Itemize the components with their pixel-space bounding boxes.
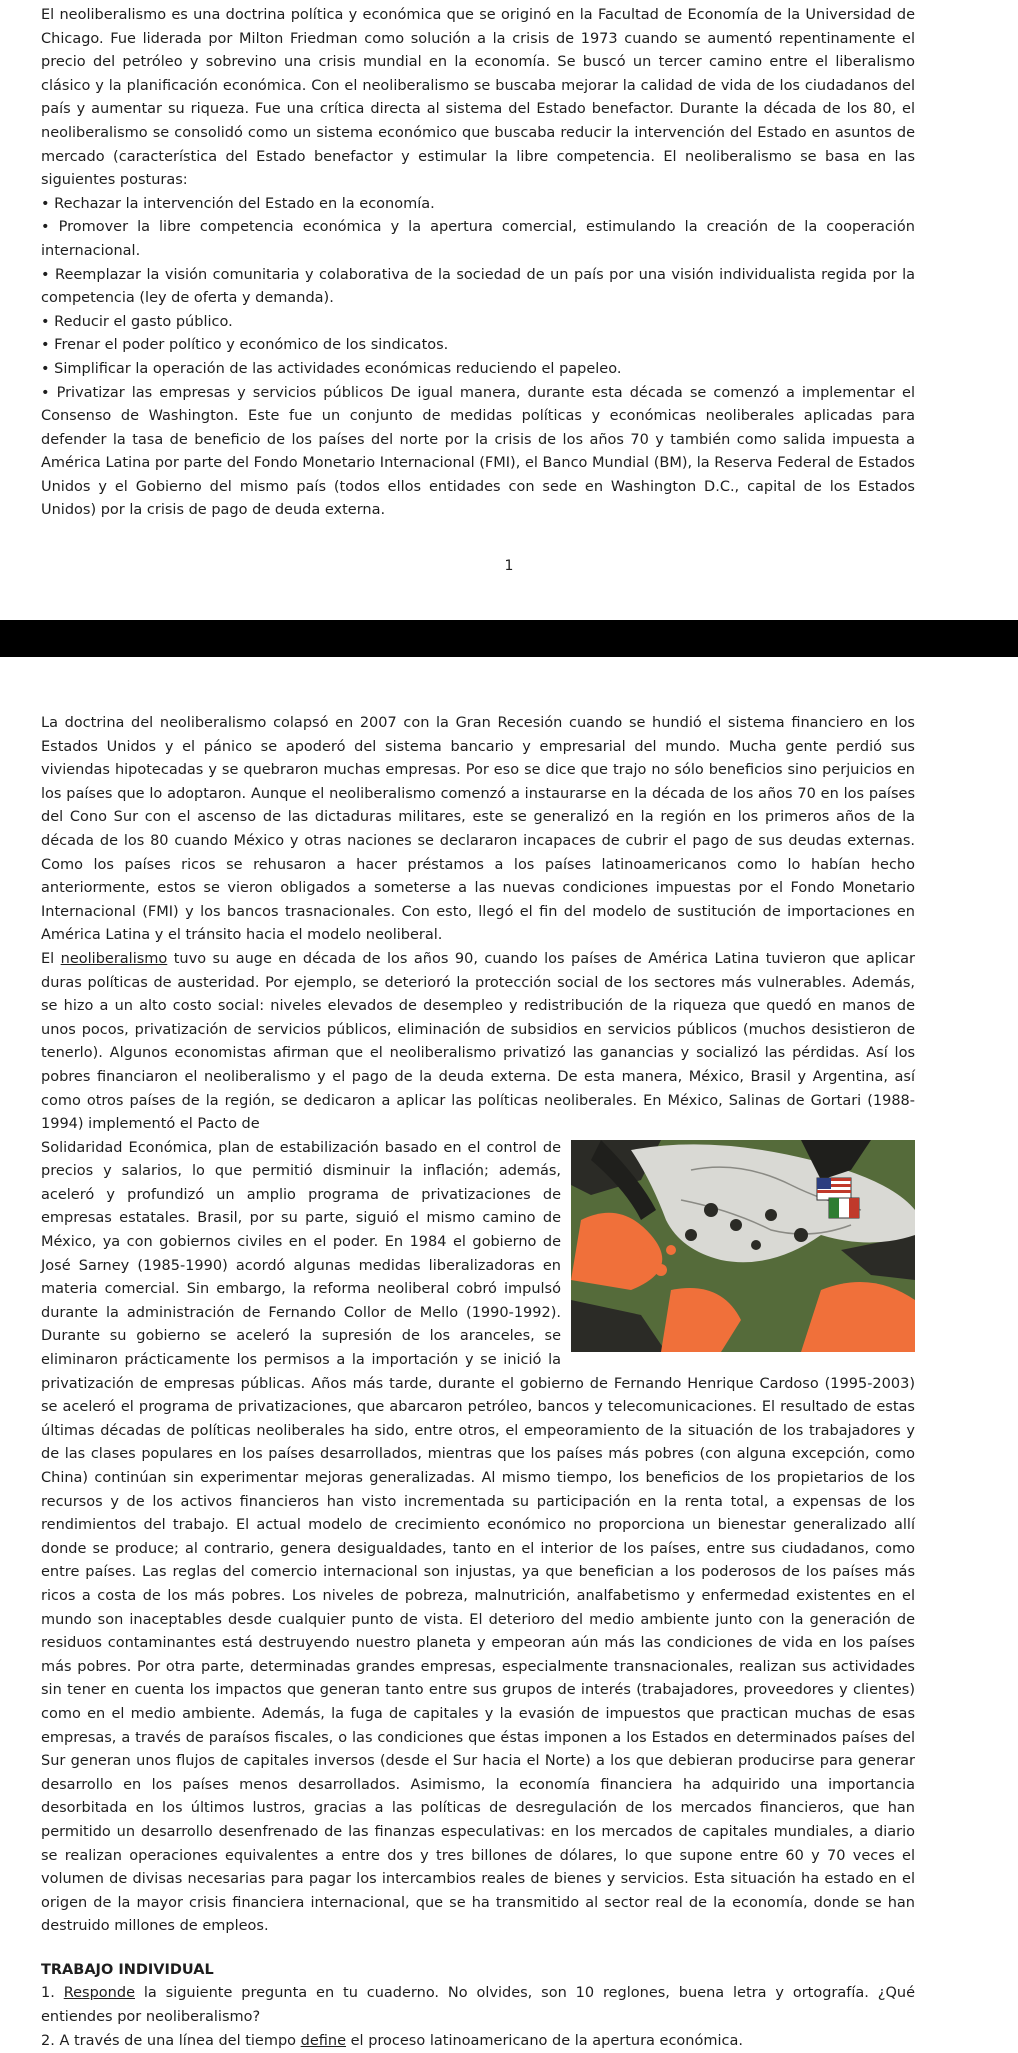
page-1-text <box>41 4 915 523</box>
responde-link[interactable]: Responde <box>63 1985 135 2002</box>
paragraph-with-figure <box>41 1137 915 1939</box>
page-2 <box>0 657 1018 2049</box>
page-number: 1 <box>504 558 514 574</box>
bullet-item: • Reemplazar la visión comunitaria y colaborativa de la sociedad de un país por una visión individualista regida por la competencia (ley de oferta y demanda). <box>41 266 915 307</box>
flag-icon <box>817 1178 851 1200</box>
define-link[interactable]: define <box>300 2032 347 2049</box>
neoliberalismo-link[interactable]: neoliberalismo <box>60 950 168 967</box>
task-1 <box>41 1982 915 2029</box>
paragraph-gran-recesion: La doctrina del neoliberalismo colapsó en 2007 con la Gran Recesión cuando se hundió el sistema financiero en los Estados Unidos y el pánico se apoderó del sistema bancario y empresarial del mundo. Mucha gente perdió sus viviendas hipotecadas y se quebraron muchas empresas. Por eso se dice que trajo no sólo beneficios sino perjuicios en los países que lo adoptaron. Aunque el neoliberalismo comenzó a instaurarse en la década de los años 70 en los países del Cono Sur con el ascenso de las dictaduras militares, este se generalizó en la región en los primeros años de la década de los 80 cuando México y otras naciones se declararon incapaces de cubrir el pago de sus deudas externas. Como los países ricos se rehusaron a hacer préstamos a los países latinoamericanos como lo habían hecho anteriormente, estos se vieron obligados a someterse a las nuevas condiciones impuestas por el Fondo Monetario Internacional (FMI) y los bancos trasnacionales. Con esto, llegó el fin del modelo de sustitución de importaciones en América Latina y el tránsito hacia el modelo neoliberal. <box>41 715 915 944</box>
text-span: El <box>41 950 61 967</box>
spacer <box>41 1939 915 1959</box>
page-separator <box>0 620 1018 657</box>
bullet-item: • Reducir el gasto público. <box>41 313 233 330</box>
task-2 <box>41 2030 915 2053</box>
page-1 <box>0 0 1018 620</box>
bullet-item: • Promover la libre competencia económica y la apertura comercial, estimulando la creación de la cooperación internacional. <box>41 219 915 259</box>
intro-paragraph: El neoliberalismo es una doctrina política y económica que se originó en la Facultad de Economía de la Universidad de Chicago. Fue liderada por Milton Friedman como solución a la crisis de 1973 cuando se aumentó repentinamente el precio del petróleo y sobrevino una crisis mundial en la economía. Se buscó un tercer camino entre el liberalismo clásico y la planificación económica. Con el neoliberalismo se buscaba mejorar la calidad de vida de los ciudadanos del país y aumentar su riqueza. Fue una crítica directa al sistema del Estado benefactor. Durante la década de los 80, el neoliberalismo se consolidó como un sistema económico que buscaba reducir la intervención del Estado en asuntos de mercado (característica del Estado benefactor y estimular la libre competencia. El neoliberalismo se basa en las siguientes posturas: <box>41 7 915 189</box>
page-2-text <box>41 712 915 2053</box>
paragraph-brasil-mexico: Solidaridad Económica, plan de estabilización basado en el control de precios y salarios, lo que permitió disminuir la inflación; además, aceleró y profundizó un amplio programa de privatizaciones de empresas estatales. Brasil, por su parte, siguió el mismo camino de México, ya con gobiernos civiles en el poder. En 1984 el gobierno de José Sarney (1985-1990) acordó algunas medidas liberalizadoras en materia comercial. Sin embargo, la reforma neoliberal cobró impulsó durante la administración de Fernando Collor de Mello (1990-1992). Durante su gobierno se aceleró la supresión de los aranceles, se eliminaron prácticamente los permisos a la importación y se inició la privatización de empresas públicas. Años más tarde, durante el gobierno de Fernando Henrique Cardoso (1995-2003) se aceleró el programa de privatizaciones, que abarcaron petróleo, bancos y telecomunicaciones. El resultado de estas últimas décadas de políticas neoliberales ha sido, entre otros, el empeoramiento de la situación de los trabajadores y de las clases populares en los países desarrollados, mientras que los países más pobres (con alguna excepción, como China) continúan sin experimentar mejoras generalizadas. Al mismo tiempo, los beneficios de los propietarios de los recursos y de los activos financieros han visto incrementada su participación en la renta total, a expensas de los rendimientos del trabajo. El actual modelo de crecimiento económico no proporciona un bienestar generalizado allí donde se produce; al contrario, genera desigualdades, tanto en el interior de los países, entre sus ciudadanos, como entre países. Las reglas del comercio internacional son injustas, ya que benefician a los poderosos de los países más ricos a costa de los más pobres. Los niveles de pobreza, malnutrición, analfabetismo y enfermedad existentes en el mundo son inaceptables desde cualquier punto de vista. El deterioro del medio ambiente junto con la generación de residuos contaminantes está destruyendo nuestro planeta y empeoran aún más las condiciones de vida en los países más pobres. Por otra parte, determinadas grandes empresas, especialmente transnacionales, realizan sus actividades sin tener en cuenta los impactos que generan tanto entre sus grupos de interés (trabajadores, proveedores y clientes) como en el medio ambiente. Además, la fuga de capitales y la evasión de impuestos que practican muchas de esas empresas, a través de paraísos fiscales, o las condiciones que éstas imponen a los Estados en determinados países del Sur generan unos flujos de capitales inversos (desde el Sur hacia el Norte) a los que debieran producirse para generar desarrollo en los países menos desarrollados. Asimismo, la economía financiera ha adquirido una importancia desorbitada en los últimos lustros, gracias a las políticas de desregulación de los mercados financieros, que han permitido un desarrollo desenfrenado de las finanzas especulativas: en los mercados de capitales mundiales, a diario se realizan operaciones equivalentes a entre dos y tres billones de dólares, lo que supone entre 60 y 70 veces el volumen de divisas necesarias para pagar los intercambios reales de bienes y servicios. Esta situación ha estado en el origen de la mayor crisis financiera internacional, que se ha transmitido al sector real de la economía, donde se han destruido millones de empleos. <box>41 1139 915 1935</box>
text-span: tuvo su auge en década de los años 90, cuando los países de América Latina tuvieron que aplicar duras políticas de austeridad. Por ejemplo, se deterioró la protección social de los sectores más vulnerables. Además, se hizo a un alto costo social: niveles elevados de desempleo y redistribución de la riqueza que quedó en manos de unos pocos, privatización de servicios públicos, eliminación de subsidios en servicios públicos (muchos desistieron de tenerlo). Algunos economistas afirman que el neoliberalismo privatizó las ganancias y socializó las pérdidas. Así los pobres financiaron el neoliberalismo y el pago de la deuda externa. De esta manera, México, Brasil y Argentina, así como otros países de la región, se dedicaron a aplicar las políticas neoliberales. En México, Salinas de Gortari (1988-1994) implementó el Pacto de <box>41 950 915 1133</box>
paragraph-auge <box>41 948 915 1137</box>
task-heading: TRABAJO INDIVIDUAL <box>41 1961 214 1978</box>
camouflage-map-illustration <box>571 1140 915 1352</box>
text-span: 1. <box>41 1985 64 2002</box>
text-span: la siguiente pregunta en tu cuaderno. No olvides, son 10 reglones, buena letra y ortografía. ¿Qué entiendes por neoliberalismo? <box>41 1985 915 2026</box>
bullet-item: • Privatizar las empresas y servicios públicos De igual manera, durante esta década se comenzó a implementar el Consenso de Washington. Este fue un conjunto de medidas políticas y económicas neoliberales aplicadas para defender la tasa de beneficio de los países del norte por la crisis de los años 70 y también como salida impuesta a América Latina por parte del Fondo Monetario Internacional (FMI), el Banco Mundial (BM), la Reserva Federal de Estados Unidos y el Gobierno del mismo país (todos ellos entidades con sede en Washington D.C., capital de los Estados Unidos) por la crisis de pago de deuda externa. <box>41 384 915 519</box>
camouflage-map-image <box>571 1140 915 1352</box>
bullet-item: • Frenar el poder político y económico de los sindicatos. <box>41 337 449 354</box>
bullet-item: • Rechazar la intervención del Estado en la economía. <box>41 195 435 212</box>
text-span: el proceso latinoamericano de la apertura económica. <box>346 2032 743 2049</box>
text-span: 2. A través de una línea del tiempo <box>41 2032 301 2049</box>
bullet-item: • Simplificar la operación de las actividades económicas reduciendo el papeleo. <box>41 360 622 377</box>
